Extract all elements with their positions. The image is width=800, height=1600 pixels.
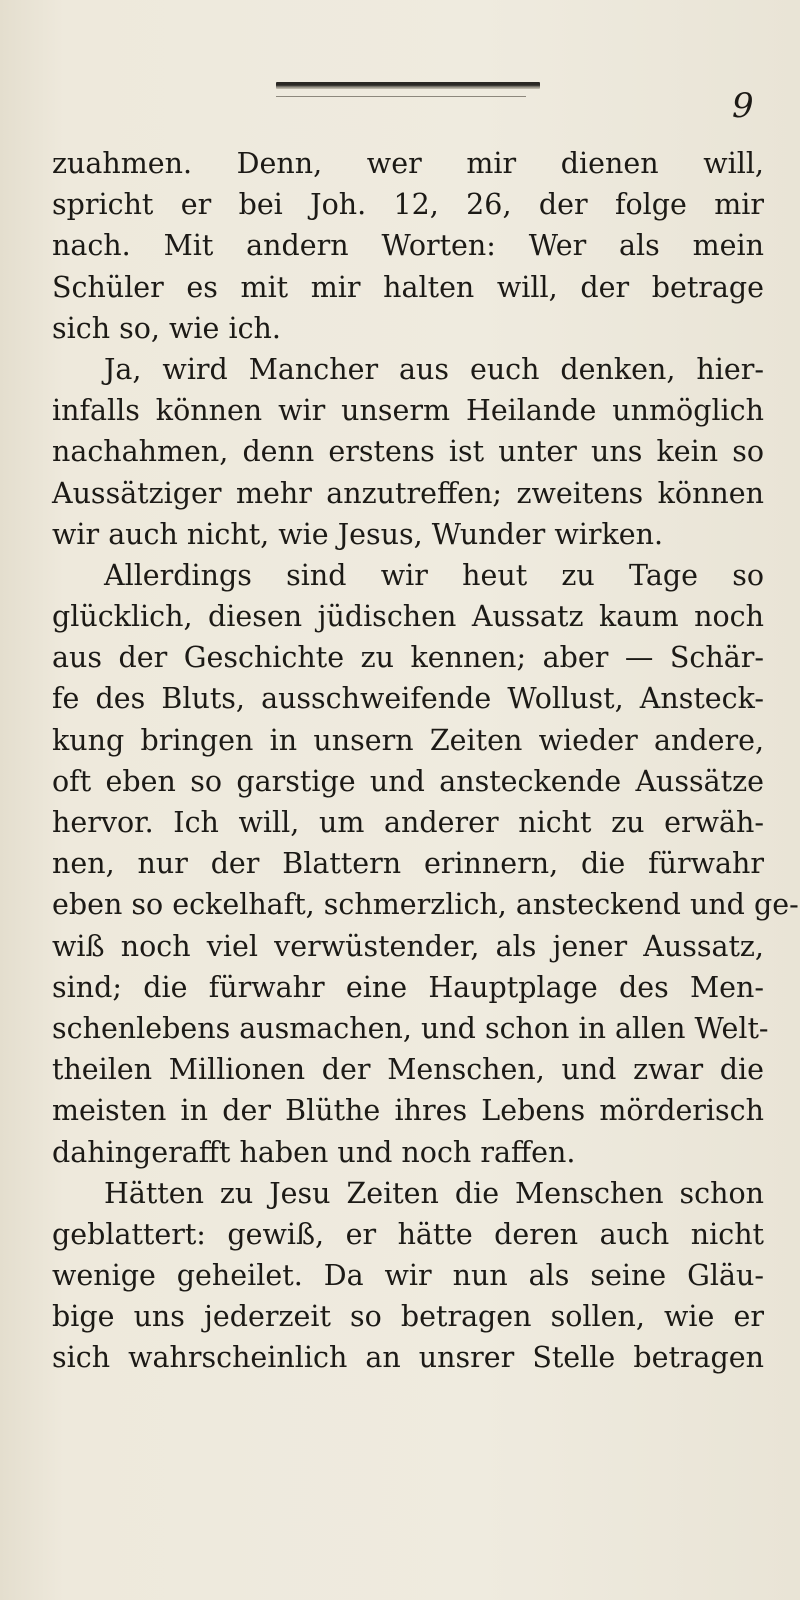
- text-line: sich wahrscheinlich an unsrer Stelle betragen: [52, 1341, 764, 1375]
- text-line: Ja, wird Mancher aus euch denken, hier-: [104, 352, 764, 386]
- text-line: nachahmen, denn erstens ist unter uns kein so: [52, 435, 764, 469]
- page-number: 9: [732, 86, 754, 126]
- text-line: Allerdings sind wir heut zu Tage so: [104, 558, 764, 592]
- text-line: schenlebens ausmachen, und schon in allen Welt-: [52, 1011, 769, 1045]
- text-line: wenige geheilet. Da wir nun als seine Gläu-: [52, 1259, 764, 1293]
- text-line: aus der Geschichte zu kennen; aber — Schär-: [52, 641, 764, 675]
- text-line: nen, nur der Blattern erinnern, die fürwahr: [52, 847, 764, 881]
- text-line: bige uns jederzeit so betragen sollen, wie er: [52, 1300, 764, 1334]
- text-line: fe des Bluts, ausschweifende Wollust, Ansteck-: [52, 682, 764, 716]
- text-line: sind; die fürwahr eine Hauptplage des Men-: [52, 970, 764, 1004]
- text-line: theilen Millionen der Menschen, und zwar die: [52, 1053, 764, 1087]
- text-line: nach. Mit andern Worten: Wer als mein: [52, 229, 764, 263]
- text-line: wir auch nicht, wie Jesus, Wunder wirken.: [52, 517, 664, 551]
- header-rule-thin: [276, 96, 526, 97]
- header-rule: [276, 82, 540, 89]
- text-line: wiß noch viel verwüstender, als jener Aussatz,: [52, 929, 764, 963]
- text-line: geblattert: gewiß, er hätte deren auch nicht: [52, 1217, 764, 1251]
- text-line: Aussätziger mehr anzutreffen; zweitens können: [52, 476, 764, 510]
- text-line: oft eben so garstige und ansteckende Aussätze: [52, 764, 764, 798]
- text-line: kung bringen in unsern Zeiten wieder andere,: [52, 723, 764, 757]
- text-line: Schüler es mit mir halten will, der betrage: [52, 270, 764, 304]
- text-line: infalls können wir unserm Heilande unmöglich: [52, 394, 764, 428]
- text-line: glücklich, diesen jüdischen Aussatz kaum noch: [52, 600, 764, 634]
- text-line: Hätten zu Jesu Zeiten die Menschen schon: [104, 1176, 764, 1210]
- text-line: zuahmen. Denn, wer mir dienen will,: [52, 147, 764, 180]
- text-line: sich so, wie ich.: [52, 311, 281, 345]
- text-line: hervor. Ich will, um anderer nicht zu erwäh-: [52, 806, 764, 839]
- text-line: spricht er bei Joh. 12, 26, der folge mir: [52, 188, 764, 222]
- text-line: meisten in der Blüthe ihres Lebens mörderisch: [52, 1094, 764, 1128]
- text-line: eben so eckelhaft, schmerzlich, ansteckend und ge-: [52, 888, 799, 922]
- text-line: dahingerafft haben und noch raffen.: [52, 1135, 576, 1169]
- body-text: [52, 143, 799, 1379]
